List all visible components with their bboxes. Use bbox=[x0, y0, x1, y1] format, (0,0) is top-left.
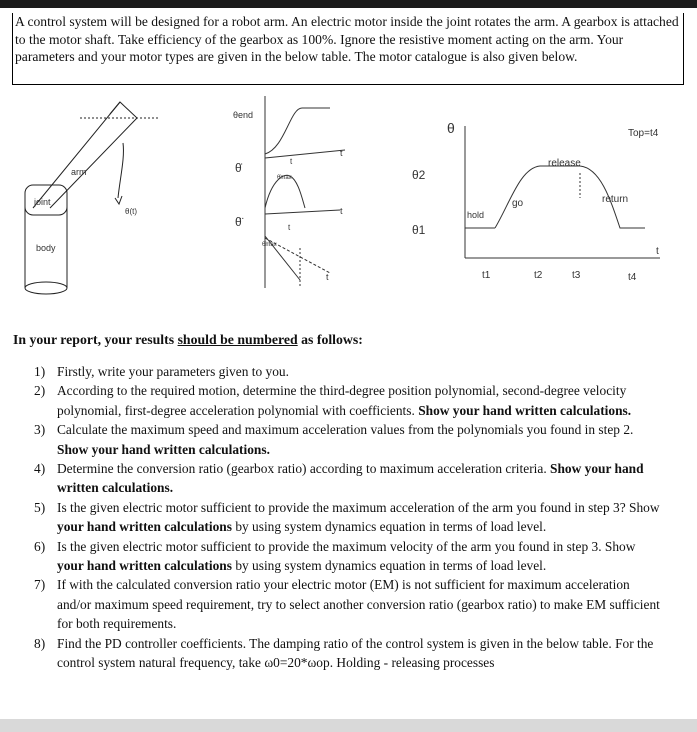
list-item bbox=[34, 381, 662, 420]
list-item bbox=[34, 498, 662, 537]
t4-label: t4 bbox=[628, 272, 637, 283]
theta-axis-label: θ bbox=[447, 120, 455, 136]
body-label: body bbox=[36, 243, 56, 253]
joint-label: joint bbox=[34, 197, 51, 207]
figure-svg bbox=[0, 88, 697, 320]
item-text: Find the PD controller coefficients. The damping ratio of the control system is given in the below table. For the control system natural frequency, take ω0=20*ωop. Holding - releasing processes bbox=[57, 635, 654, 671]
report-heading: In your report, your results should be numbered as follows: bbox=[13, 332, 363, 347]
theta-t-label: θ(t) bbox=[125, 207, 137, 216]
list-item bbox=[34, 420, 662, 459]
figure-area bbox=[0, 88, 697, 320]
theta-end-label: θend bbox=[233, 110, 254, 120]
amax-label: θ̈max bbox=[262, 242, 277, 248]
top-label: Top=t4 bbox=[628, 128, 659, 139]
item-text: According to the required motion, determine the third-degree position polynomial, second-degree velocity polynomial, first-degree acceleration polynomial with coefficients. bbox=[57, 383, 627, 418]
list-item bbox=[34, 634, 662, 673]
numbered-items-list bbox=[34, 362, 662, 673]
hold-label: hold bbox=[467, 210, 485, 220]
arm-label: arm bbox=[71, 167, 87, 177]
motion-plan-sketch bbox=[465, 126, 660, 258]
svg-text:θ̇: θ̇ bbox=[235, 161, 242, 175]
t-end-3: t bbox=[326, 272, 329, 282]
item-number: 3) bbox=[34, 422, 46, 438]
item-text: your hand written calculations bbox=[57, 519, 232, 535]
t3-label: t3 bbox=[572, 270, 581, 281]
motion-profile-sketch bbox=[265, 96, 345, 288]
list-item bbox=[34, 459, 662, 498]
item-text: by using system dynamics equation in terms of load level. bbox=[231, 519, 547, 535]
item-text: by using system dynamics equation in terms of load level. bbox=[231, 558, 547, 574]
return-label: return bbox=[602, 194, 629, 205]
t2-label: t2 bbox=[534, 270, 543, 281]
theta1-label: θ1 bbox=[412, 223, 426, 237]
item-number: 2) bbox=[34, 383, 46, 399]
list-item bbox=[34, 575, 662, 633]
item-number: 7) bbox=[34, 577, 46, 593]
item-text: Firstly, write your parameters given to you. bbox=[57, 364, 289, 379]
t-label-1: t bbox=[290, 157, 293, 166]
t-end-2: t bbox=[340, 206, 343, 216]
item-text: Is the given electric motor sufficient to provide the maximum acceleration of the arm you found in step 3? Show bbox=[57, 499, 660, 515]
item-number: 4) bbox=[34, 461, 46, 477]
t1-label: t1 bbox=[482, 270, 491, 281]
t-end-1: t bbox=[340, 148, 343, 158]
go-label: go bbox=[512, 198, 524, 209]
item-text: Show your hand written calculations. bbox=[418, 402, 632, 418]
item-number: 5) bbox=[34, 499, 46, 515]
item-text: Show your hand written calculations. bbox=[57, 461, 644, 496]
item-text: If with the calculated conversion ratio your electric motor (EM) is not sufficient for maximum acceleration and/or maximum speed requirement, try to select another conversion ratio (gearbox ratio) to make EM sufficient for both requirements. bbox=[57, 577, 660, 632]
item-number: 6) bbox=[34, 538, 46, 554]
item-number: 1) bbox=[34, 364, 46, 379]
item-text: your hand written calculations bbox=[57, 558, 232, 574]
release-label: release bbox=[548, 158, 581, 169]
item-number: 8) bbox=[34, 635, 46, 651]
intro-paragraph: A control system will be designed for a robot arm. An electric motor inside the joint rotates the arm. A gearbox is attached to the motor shaft. Take efficiency of the gearbox as 100%. Ignore the resistive moment acting on the arm. Your parameters and your motor types are given in the below table. The motor catalogue is also given below. bbox=[12, 13, 684, 85]
t-axis-label: t bbox=[656, 246, 659, 257]
vmax-label: θ̇max bbox=[277, 175, 292, 181]
item-text: Show your hand written calculations. bbox=[57, 441, 270, 457]
item-text: Determine the conversion ratio (gearbox ratio) according to maximum acceleration criteria. bbox=[57, 461, 551, 477]
theta2-label: θ2 bbox=[412, 168, 426, 182]
item-text: Is the given electric motor sufficient to provide the maximum velocity of the arm you found in step 3. Show bbox=[57, 538, 636, 554]
bottom-bar bbox=[0, 719, 697, 732]
item-text: Calculate the maximum speed and maximum acceleration values from the polynomials you found in step 2. bbox=[57, 422, 634, 438]
list-item bbox=[34, 537, 662, 576]
svg-text:θ̈: θ̈ bbox=[235, 215, 242, 229]
list-item bbox=[34, 362, 662, 381]
t-label-2: t bbox=[288, 223, 291, 232]
top-bar bbox=[0, 0, 697, 8]
